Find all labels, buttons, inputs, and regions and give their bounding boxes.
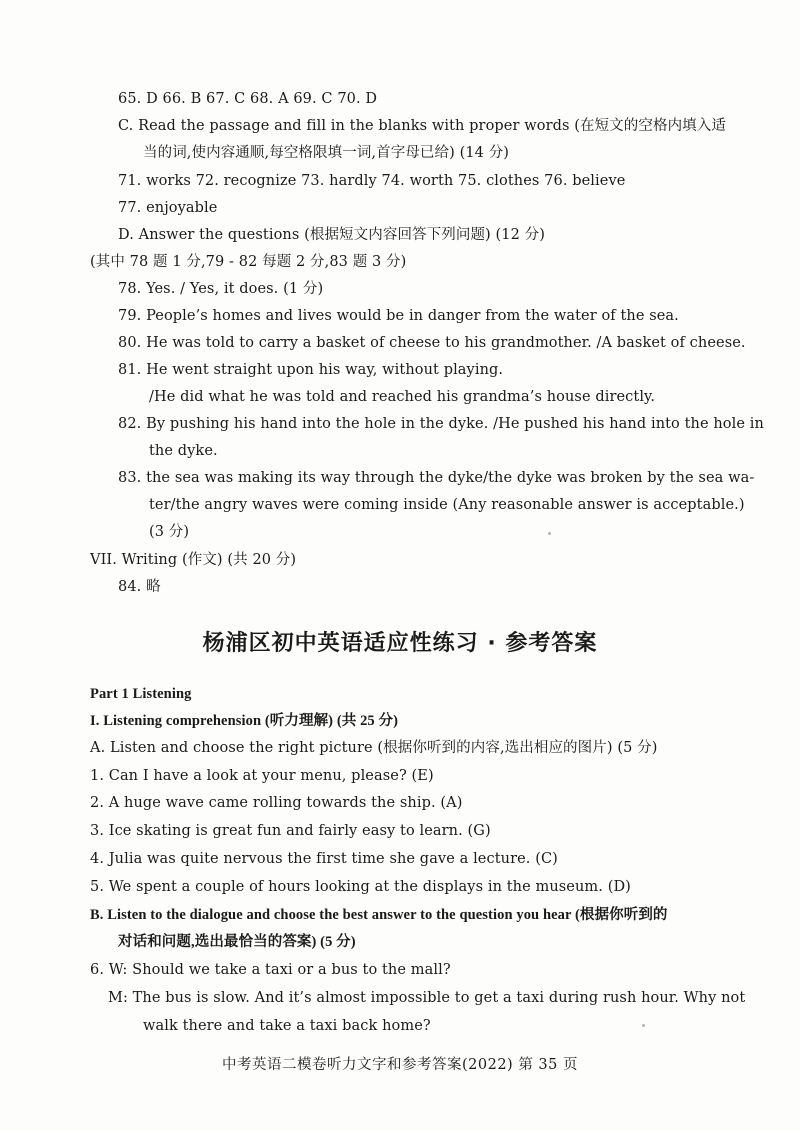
answers-71-76: 71. works 72. recognize 73. hardly 74. worth 75. clothes 76. believe [118,173,626,189]
section-c-instruction-line1: C. Read the passage and fill in the blanks with proper words (在短文的空格内填入适 [118,118,726,134]
section-c-instruction-line2: 当的词,使内容通顺,每空格限填一词,首字母已给) (14 分) [143,145,510,161]
answer-84: 84. 略 [118,579,161,595]
answer-83-line1: 83. the sea was making its way through the dyke/the dyke was broken by the sea wa- [118,470,755,486]
listening-item-6-man-line1: M: The bus is slow. And it’s almost impossible to get a taxi during rush hour. Why not [108,990,746,1006]
writing-section-heading: VII. Writing (作文) (共 20 分) [90,552,297,568]
page-title: 杨浦区初中英语适应性练习 · 参考答案 [202,631,598,656]
listening-item-3: 3. Ice skating is great fun and fairly easy to learn. (G) [90,823,491,839]
section-b-instruction-line2: 对话和问题,选出最恰当的答案) (5 分) [118,934,356,950]
answer-82-line1: 82. By pushing his hand into the hole in the dyke. /He pushed his hand into the hole in [118,416,764,432]
listening-item-6-woman: 6. W: Should we take a taxi or a bus to the mall? [90,962,451,978]
answer-81-line2: /He did what he was told and reached his grandma’s house directly. [149,389,656,405]
section-i-heading: I. Listening comprehension (听力理解) (共 25 分) [90,713,399,729]
answer-82-line2: the dyke. [149,443,218,459]
listening-item-1: 1. Can I have a look at your menu, please? (E) [90,768,434,784]
answers-65-70: 65. D 66. B 67. C 68. A 69. C 70. D [118,91,378,107]
listening-item-6-man-line2: walk there and take a taxi back home? [143,1018,431,1034]
section-d-scoring-note: (其中 78 题 1 分,79 - 82 每题 2 分,83 题 3 分) [90,254,407,270]
answer-78: 78. Yes. / Yes, it does. (1 分) [118,281,324,297]
answer-83-line2: ter/the angry waves were coming inside (Any reasonable answer is acceptable.) [149,497,745,513]
section-d-instruction: D. Answer the questions (根据短文内容回答下列问题) (12 分) [118,227,545,243]
scan-speck [548,532,551,535]
answer-79: 79. People’s homes and lives would be in danger from the water of the sea. [118,308,679,324]
page-footer: 中考英语二模卷听力文字和参考答案(2022) 第 35 页 [222,1057,578,1073]
listening-item-4: 4. Julia was quite nervous the first time she gave a lecture. (C) [90,851,558,867]
part-1-heading: Part 1 Listening [90,686,192,702]
answer-83-line3: (3 分) [149,524,190,540]
listening-item-2: 2. A huge wave came rolling towards the ship. (A) [90,795,463,811]
answer-77: 77. enjoyable [118,200,218,216]
listening-item-5: 5. We spent a couple of hours looking at the displays in the museum. (D) [90,879,631,895]
section-b-instruction-line1: B. Listen to the dialogue and choose the best answer to the question you hear (根据你听到的 [90,907,668,923]
answer-80: 80. He was told to carry a basket of cheese to his grandmother. /A basket of cheese. [118,335,746,351]
answer-81-line1: 81. He went straight upon his way, without playing. [118,362,504,378]
scan-speck [642,1024,645,1027]
section-a-instruction: A. Listen and choose the right picture (根据你听到的内容,选出相应的图片) (5 分) [90,740,658,756]
